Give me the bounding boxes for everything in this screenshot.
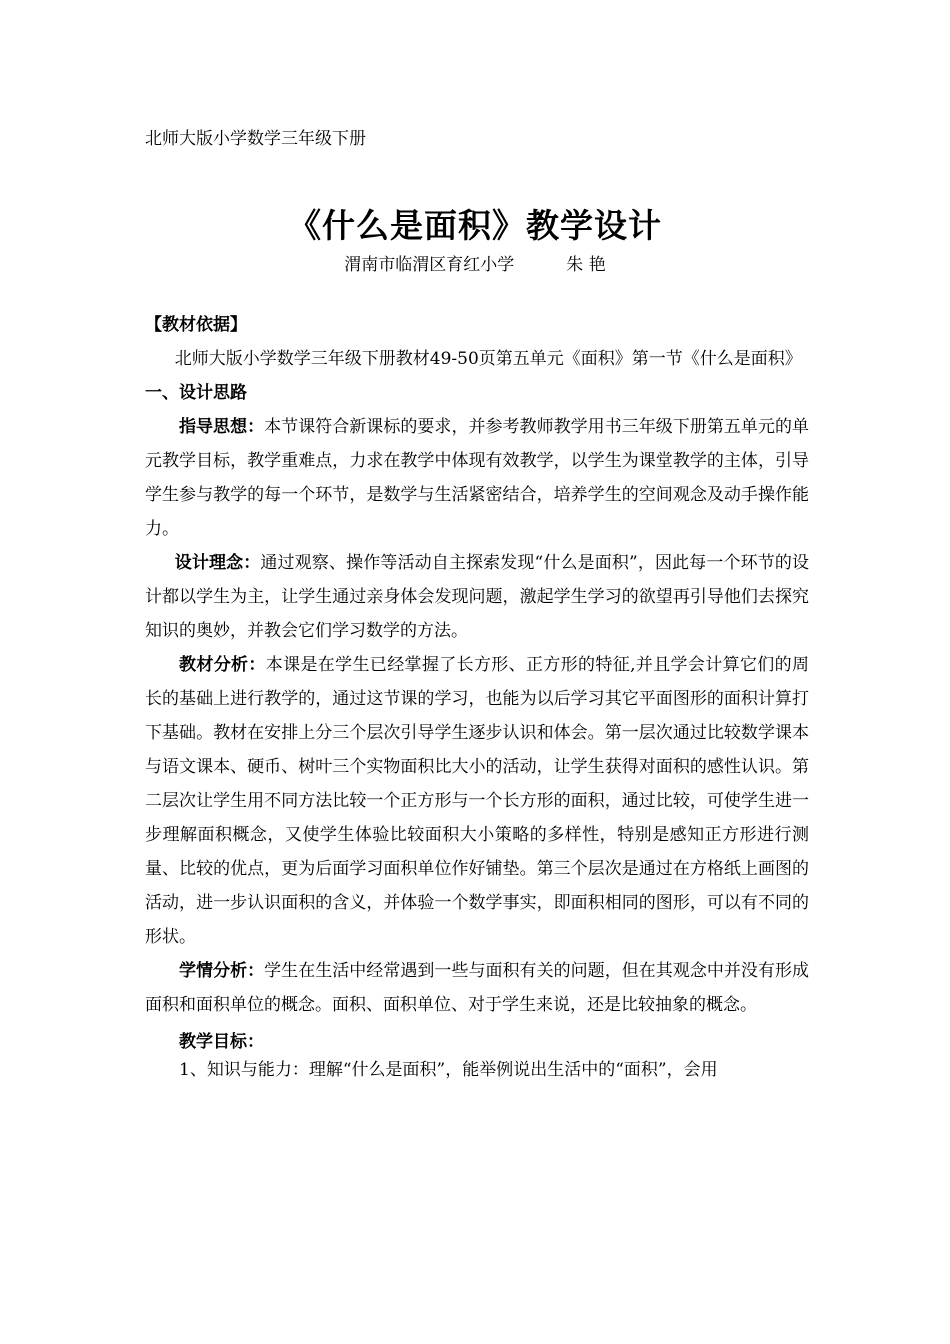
author-name: 朱 艳	[566, 255, 606, 275]
book-header: 北师大版小学数学三年级下册	[145, 129, 366, 149]
concept-text: 通过观察、操作等活动自主探索发现“什么是面积”，因此每一个环节的设计都以学生为主，让学生通过亲身体会发现问题，激起学生学习的欲望再引导他们去探究知识的奥妙，并教会它们学习数学的方法。	[145, 553, 810, 641]
basis-paragraph: 北师大版小学数学三年级下册教材49-50页第五单元《面积》第一节《什么是面积》	[174, 349, 802, 369]
goal-1: 1、知识与能力：理解“什么是面积”，能举例说出生活中的“面积”，会用	[179, 1060, 718, 1080]
guide-paragraph	[145, 410, 809, 546]
guide-text: 本节课符合新课标的要求，并参考教师教学用书三年级下册第五单元的单元教学目标，教学重难点，力求在教学中体现有效教学，以学生为课堂教学的主体，引导学生参与教学的每一个环节，是数学与生活紧密结合，培养学生的空间观念及动手操作能力。	[145, 417, 810, 539]
material-label: 教材分析：	[179, 655, 266, 675]
document-body	[145, 308, 809, 1084]
material-paragraph	[145, 648, 809, 954]
guide-label: 指导思想：	[179, 417, 265, 437]
author-line	[0, 250, 950, 275]
design-heading: 一、设计思路	[145, 383, 247, 403]
learner-text: 学生在生活中经常遇到一些与面积有关的问题，但在其观念中并没有形成面积和面积单位的概念。面积、面积单位、对于学生来说，还是比较抽象的概念。	[145, 961, 810, 1015]
goals-heading: 教学目标：	[179, 1032, 264, 1052]
concept-label: 设计理念：	[174, 553, 261, 573]
document-title: 《什么是面积》教学设计	[288, 206, 662, 245]
basis-heading: 【教材依据】	[145, 315, 247, 335]
concept-paragraph	[145, 546, 809, 648]
material-text: 本课是在学生已经掌握了长方形、正方形的特征,并且学会计算它们的周长的基础上进行教学的，通过这节课的学习，也能为以后学习其它平面图形的面积计算打下基础。教材在安排上分三个层次引导学生逐步认识和体会。第一层次通过比较数学课本与语文课本、硬币、树叶三个实物面积比大小的活动，让学生获得对面积的感性认识。第二层次让学生用不同方法比较一个正方形与一个长方形的面积，通过比较，可使学生进一步理解面积概念，又使学生体验比较面积大小策略的多样性，特别是感知正方形进行测量、比较的优点，更为后面学习面积单位作好铺垫。第三个层次是通过在方格纸上画图的活动，进一步认识面积的含义，并体验一个数学事实，即面积相同的图形，可以有不同的形状。	[145, 655, 809, 947]
learner-label: 学情分析：	[179, 961, 265, 981]
author-school: 渭南市临渭区育红小学	[344, 255, 515, 275]
learner-paragraph	[145, 954, 809, 1022]
